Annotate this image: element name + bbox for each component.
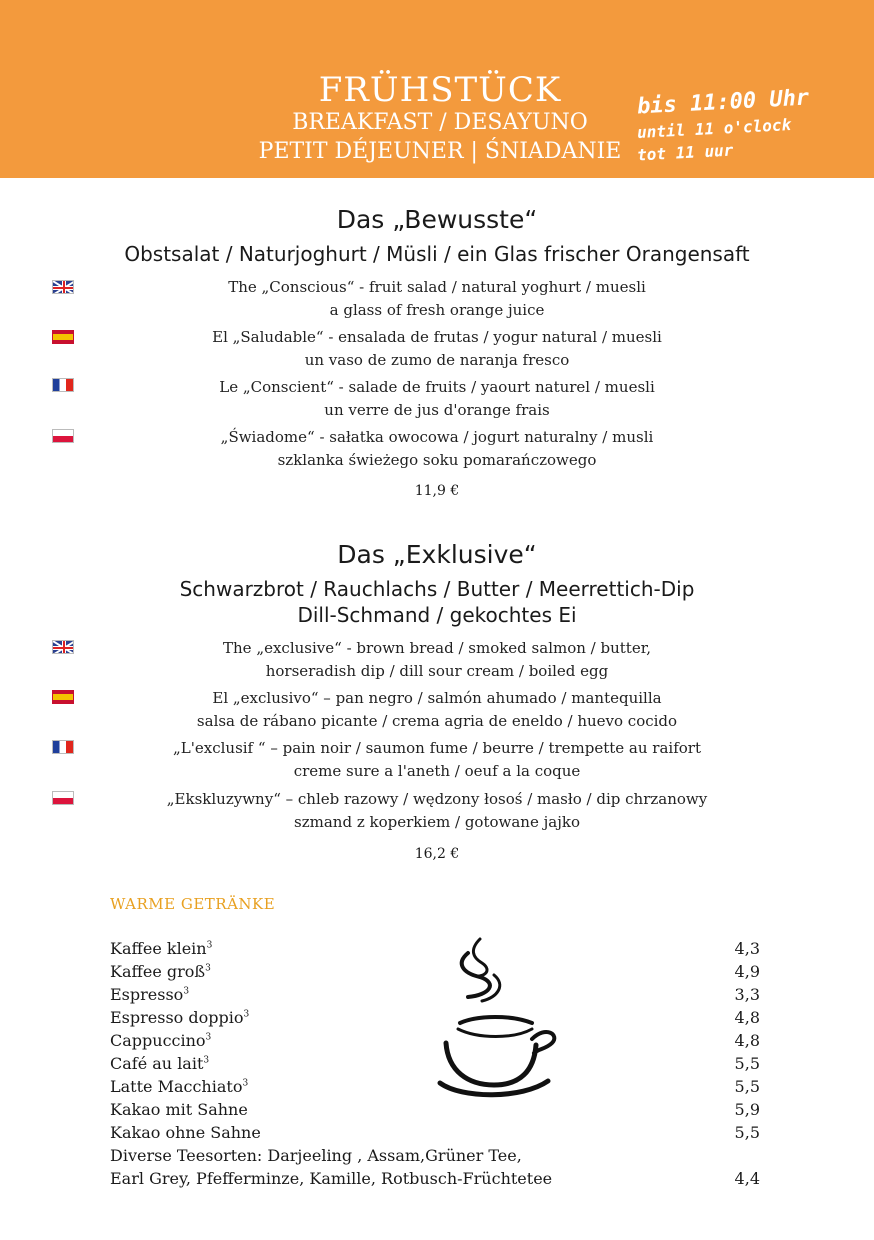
drink-price: 4,8 bbox=[734, 1008, 760, 1027]
drink-price: 5,5 bbox=[734, 1123, 760, 1142]
dish2-en-line2: horseradish dip / dill sour cream / boiled egg bbox=[265, 662, 609, 680]
drink-item: Espresso doppio$^3$ bbox=[110, 1008, 250, 1027]
dish1-subtitle: Obstsalat / Naturjoghurt / Müsli / ein Glas frischer Orangensaft bbox=[124, 242, 750, 266]
dish2-title: Das „Exklusive“ bbox=[337, 540, 537, 569]
dish2-subtitle-2: Dill-Schmand / gekochtes Ei bbox=[297, 603, 577, 627]
drink-item: Kakao mit Sahne bbox=[110, 1100, 248, 1119]
dish1-en-line2: a glass of fresh orange juice bbox=[329, 301, 545, 319]
dish2-es-line1: El „exclusivo“ – pan negro / salmón ahumado / mantequilla bbox=[212, 689, 662, 707]
time-note-nl: tot 11 uur bbox=[636, 140, 734, 165]
tea-line-1: Diverse Teesorten: Darjeeling , Assam,Grüner Tee, bbox=[110, 1146, 522, 1165]
drink-price: 4,8 bbox=[734, 1031, 760, 1050]
drink-price: 4,3 bbox=[734, 939, 760, 958]
tea-line-2: Earl Grey, Pfefferminze, Kamille, Rotbusch-Früchtetee bbox=[110, 1169, 553, 1188]
dish1-title: Das „Bewusste“ bbox=[336, 205, 538, 234]
dish2-fr-line1: „L'exclusif “ – pain noir / saumon fume / beurre / trempette au raifort bbox=[173, 739, 701, 757]
header-banner bbox=[0, 0, 874, 178]
drink-item: Espresso$^3$ bbox=[110, 985, 190, 1004]
drink-price: 5,5 bbox=[734, 1054, 760, 1073]
dish1-price: 11,9 € bbox=[414, 483, 460, 499]
dish1-es-line2: un vaso de zumo de naranja fresco bbox=[304, 351, 570, 369]
page-title: FRÜHSTÜCK bbox=[318, 70, 562, 110]
drink-price: 3,3 bbox=[734, 985, 760, 1004]
drink-price: 4,9 bbox=[734, 962, 760, 981]
time-note-en: until 11 o'clock bbox=[636, 114, 792, 143]
uk-flag-icon bbox=[52, 640, 74, 654]
dish1-pl-line1: „Świadome“ - sałatka owocowa / jogurt naturalny / musli bbox=[220, 428, 654, 446]
uk-flag-icon bbox=[52, 280, 74, 294]
drink-item: Cappuccino$^3$ bbox=[110, 1031, 212, 1050]
drink-item: Kaffee groß$^3$ bbox=[110, 962, 211, 981]
dish1-en-line1: The „Conscious“ - fruit salad / natural yoghurt / muesli bbox=[228, 278, 646, 296]
drink-item: Café au lait$^3$ bbox=[110, 1054, 210, 1073]
dish1-pl-line2: szklanka świeżego soku pomarańczowego bbox=[277, 451, 597, 469]
dish1-fr-line1: Le „Conscient“ - salade de fruits / yaourt naturel / muesli bbox=[219, 378, 655, 396]
dish1-fr-line2: un verre de jus d'orange frais bbox=[324, 401, 550, 419]
dish2-en-line1: The „exclusive“ - brown bread / smoked salmon / butter, bbox=[223, 639, 651, 657]
dish2-subtitle-1: Schwarzbrot / Rauchlachs / Butter / Meerrettich-Dip bbox=[179, 577, 695, 601]
page-subtitle-1: BREAKFAST / DESAYUNO bbox=[292, 110, 588, 135]
dish2-fr-line2: creme sure a l'aneth / oeuf a la coque bbox=[293, 762, 581, 780]
drink-item: Latte Macchiato$^3$ bbox=[110, 1077, 249, 1096]
drink-price: 5,5 bbox=[734, 1077, 760, 1096]
coffee-cup-icon bbox=[432, 935, 562, 1100]
time-note-de: bis 11:00 Uhr bbox=[636, 85, 810, 120]
dish1-es-line1: El „Saludable“ - ensalada de frutas / yogur natural / muesli bbox=[212, 328, 662, 346]
warm-drinks-heading: WARME GETRÄNKE bbox=[110, 895, 276, 913]
drink-item: Kakao ohne Sahne bbox=[110, 1123, 261, 1142]
dish2-es-line2: salsa de rábano picante / crema agria de eneldo / huevo cocido bbox=[196, 712, 678, 730]
tea-price: 4,4 bbox=[734, 1169, 760, 1188]
drink-price: 5,9 bbox=[734, 1100, 760, 1119]
dish2-pl-line1: „Ekskluzywny“ – chleb razowy / wędzony łosoś / masło / dip chrzanowy bbox=[166, 790, 708, 808]
drink-item: Kaffee klein$^3$ bbox=[110, 939, 213, 958]
dish2-price: 16,2 € bbox=[414, 846, 460, 862]
dish2-pl-line2: szmand z koperkiem / gotowane jajko bbox=[294, 813, 580, 831]
page-subtitle-2: PETIT DÉJEUNER | ŚNIADANIE bbox=[258, 139, 622, 164]
